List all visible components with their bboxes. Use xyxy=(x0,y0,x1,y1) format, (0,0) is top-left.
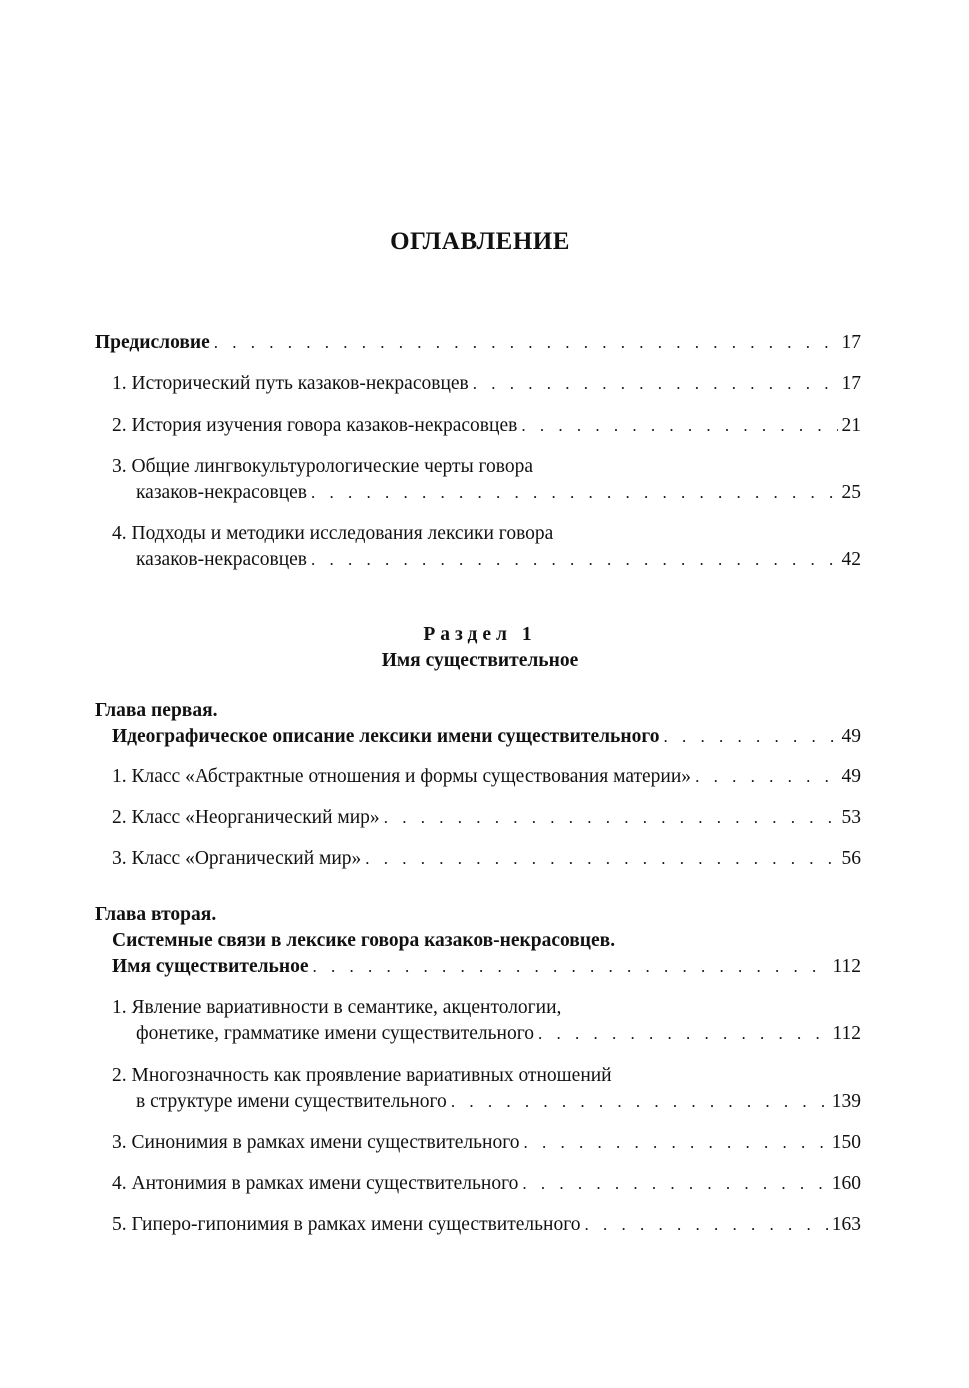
toc-page-number: 17 xyxy=(841,373,861,394)
dot-leader xyxy=(585,1212,828,1238)
toc-page-number: 160 xyxy=(831,1173,861,1194)
toc-entry-label[interactable]: 1. Явление вариативности в семантике, акцентологии, xyxy=(112,997,562,1018)
toc-entry-label: казаков-некрасовцев xyxy=(136,549,308,570)
section-name: Имя существительное xyxy=(381,650,579,671)
toc-entry[interactable] xyxy=(112,371,861,397)
toc-entry[interactable] xyxy=(136,1021,861,1047)
toc-entry-label: 1. Класс «Абстрактные отношения и формы существования материи» xyxy=(112,766,692,787)
toc-entry[interactable] xyxy=(112,1130,861,1156)
dot-leader xyxy=(384,805,838,831)
toc-page-number: 17 xyxy=(841,332,861,353)
toc-page-number: 25 xyxy=(841,482,861,503)
toc-entry-label: Идеографическое описание лексики имени существительного xyxy=(112,726,660,747)
toc-entry-label[interactable]: 2. Многозначность как проявление вариативных отношений xyxy=(112,1065,612,1086)
toc-entry[interactable] xyxy=(112,805,861,831)
dot-leader xyxy=(521,413,837,439)
toc-page-number: 42 xyxy=(841,549,861,570)
dot-leader xyxy=(695,764,837,790)
toc-entry-label: 2. Класс «Неорганический мир» xyxy=(112,807,380,828)
toc-entry[interactable] xyxy=(136,547,861,573)
toc-page-number: 56 xyxy=(841,848,861,869)
dot-leader xyxy=(311,547,837,573)
page-title: ОГЛАВЛЕНИЕ xyxy=(390,228,570,255)
toc-entry-chapter[interactable] xyxy=(112,954,861,980)
toc-page-number: 49 xyxy=(841,726,861,747)
toc-page-number: 21 xyxy=(841,415,861,436)
toc-entry[interactable] xyxy=(112,764,861,790)
toc-page-number: 150 xyxy=(831,1132,861,1153)
toc-entry-chapter[interactable] xyxy=(112,724,861,750)
toc-page-number: 112 xyxy=(832,1023,861,1044)
toc-entry-label: 3. Класс «Органический мир» xyxy=(112,848,362,869)
toc-page-number: 163 xyxy=(831,1214,861,1235)
dot-leader xyxy=(451,1089,828,1115)
toc-entry[interactable] xyxy=(112,1171,861,1197)
toc-entry-label: казаков-некрасовцев xyxy=(136,482,308,503)
dot-leader xyxy=(214,330,838,356)
dot-leader xyxy=(365,846,837,872)
chapter-heading: Глава первая. xyxy=(95,700,218,721)
toc-entry-label: фонетике, грамматике имени существительного xyxy=(136,1023,534,1044)
toc-page-number: 49 xyxy=(841,766,861,787)
dot-leader xyxy=(522,1171,827,1197)
section-label: Раздел 1 xyxy=(423,624,537,645)
toc-entry-label: Имя существительное xyxy=(112,956,309,977)
toc-entry[interactable] xyxy=(112,413,861,439)
toc-entry-label[interactable]: 4. Подходы и методики исследования лексики говора xyxy=(112,523,554,544)
toc-page-number: 139 xyxy=(831,1091,861,1112)
dot-leader xyxy=(523,1130,827,1156)
chapter-title-line[interactable]: Системные связи в лексике говора казаков-некрасовцев. xyxy=(112,930,616,951)
toc-entry-label: Предисловие xyxy=(95,332,210,353)
toc-entry-label: 2. История изучения говора казаков-некрасовцев xyxy=(112,415,518,436)
toc-page-number: 112 xyxy=(832,956,861,977)
toc-entry[interactable] xyxy=(112,1212,861,1238)
dot-leader xyxy=(663,724,837,750)
toc-entry[interactable] xyxy=(136,480,861,506)
dot-leader xyxy=(473,371,838,397)
toc-entry-label: 5. Гиперо-гипонимия в рамках имени существительного xyxy=(112,1214,581,1235)
toc-entry-label[interactable]: 3. Общие лингвокультурологические черты говора xyxy=(112,456,534,477)
toc-page-number: 53 xyxy=(841,807,861,828)
dot-leader xyxy=(313,954,829,980)
toc-entry[interactable] xyxy=(112,846,861,872)
toc-entry-label: 1. Исторический путь казаков-некрасовцев xyxy=(112,373,469,394)
dot-leader xyxy=(311,480,837,506)
dot-leader xyxy=(538,1021,829,1047)
toc-entry-preface[interactable] xyxy=(95,330,861,356)
toc-entry-label: 3. Синонимия в рамках имени существительного xyxy=(112,1132,520,1153)
toc-entry[interactable] xyxy=(136,1089,861,1115)
chapter-heading: Глава вторая. xyxy=(95,904,217,925)
toc-entry-label: 4. Антонимия в рамках имени существительного xyxy=(112,1173,519,1194)
toc-entry-label: в структуре имени существительного xyxy=(136,1091,447,1112)
